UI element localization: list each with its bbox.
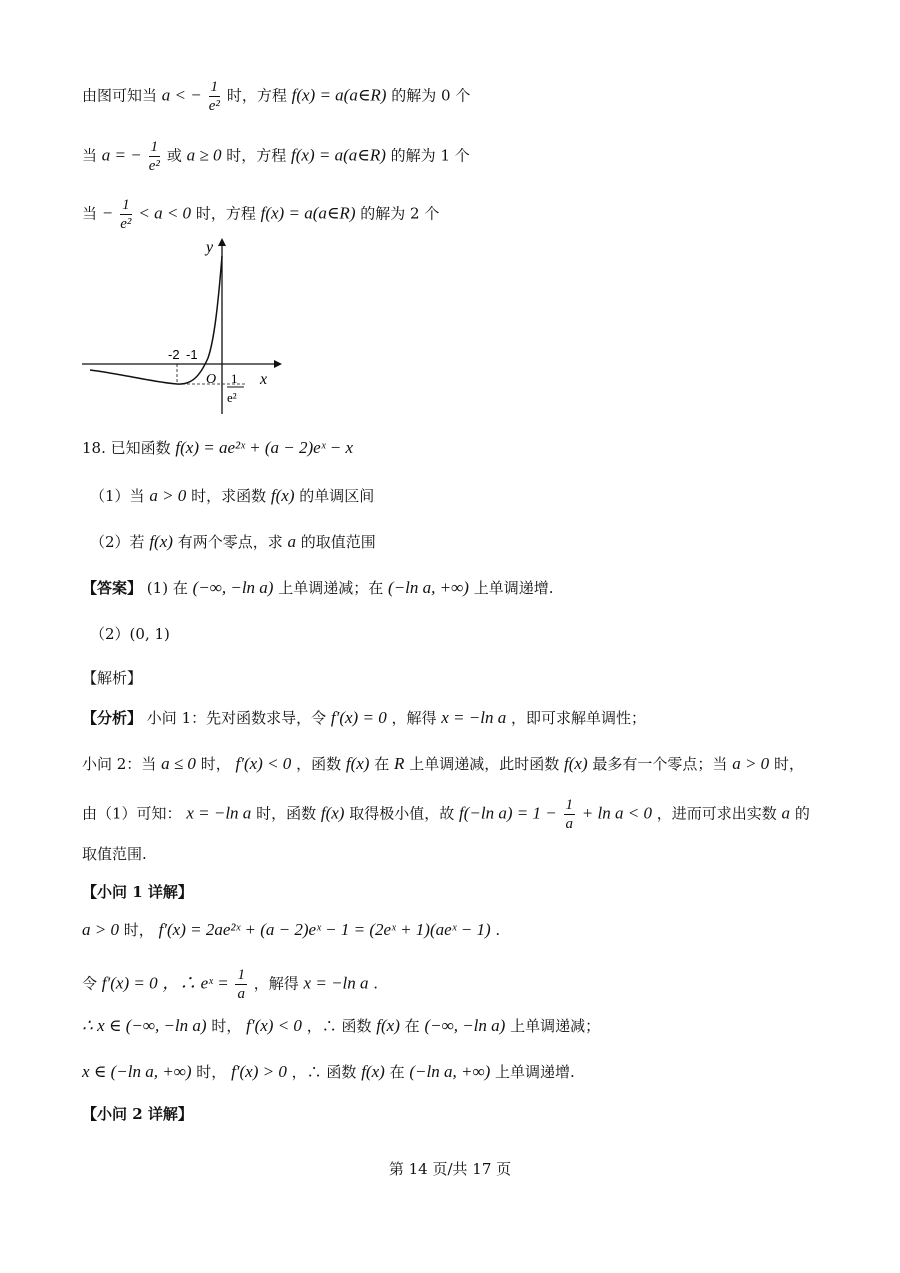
- frac-num: 1: [210, 79, 219, 95]
- frac-den: a: [565, 816, 574, 832]
- text: （2）若: [90, 533, 145, 551]
- math: (−∞, −ln a): [192, 578, 274, 597]
- tick-neg2: -2: [168, 347, 180, 362]
- text: 【解析】: [82, 669, 143, 687]
- text: 由（1）可知：: [82, 804, 182, 823]
- text: ，解得: [253, 974, 299, 993]
- text: 由图可知当: [82, 86, 158, 105]
- math: −: [101, 203, 114, 223]
- math: (−∞, −ln a): [424, 1016, 506, 1035]
- analysis-label: [82, 666, 142, 690]
- xiaowen-1-line-2: [82, 966, 378, 1003]
- text: 当: [82, 146, 98, 165]
- xiaowen-2-header: [82, 1102, 193, 1126]
- math: (−ln a, +∞): [409, 1062, 491, 1081]
- frac-den-label: e²: [227, 390, 237, 405]
- text: 上单调递增.: [495, 1063, 575, 1081]
- math: a < −: [161, 85, 202, 105]
- fraction: [235, 966, 247, 1003]
- text: 时，函数: [256, 804, 317, 823]
- math: (−ln a, +∞): [388, 578, 469, 597]
- text: .: [495, 921, 501, 939]
- xiaowen-1-header: [82, 880, 193, 904]
- text: 上单调递减；在: [278, 579, 384, 597]
- fenxi-line-2: [82, 752, 804, 776]
- xiaowen-1-line-1: [82, 918, 500, 942]
- curve: [90, 256, 222, 384]
- math: ，∴ eˣ =: [162, 973, 229, 993]
- frac-num-label: 1: [231, 371, 238, 386]
- text: 的单调区间: [299, 487, 375, 505]
- answer-line-1: [82, 576, 553, 600]
- frac-den: e²: [208, 98, 220, 114]
- math: x = −ln a: [303, 973, 369, 993]
- math: a ≤ 0: [161, 754, 196, 773]
- page-footer: 第 14 页/共 17 页: [388, 1160, 512, 1178]
- text: 时，求函数: [191, 487, 267, 505]
- math: ∴ x ∈ (−∞, −ln a): [82, 1016, 207, 1035]
- math: f(x): [149, 532, 173, 551]
- frac-num: 1: [237, 967, 245, 983]
- fenxi-line-3: [82, 796, 810, 833]
- text: （2）(0, 1): [90, 625, 170, 643]
- math: f(x) = a(a∈R): [291, 85, 387, 105]
- frac-den: e²: [148, 158, 160, 174]
- text: ，进而可求出实数: [656, 804, 777, 823]
- math: x ∈ (−ln a, +∞): [82, 1062, 192, 1081]
- text: 的取值范围: [300, 533, 376, 551]
- text: 时，: [773, 755, 804, 773]
- frac-num: 1: [122, 197, 130, 213]
- math: a = −: [101, 145, 142, 165]
- text: 时，: [211, 1017, 242, 1035]
- math: f(x): [270, 486, 295, 505]
- question-18-part-1: [90, 484, 374, 508]
- text: 最多有一个零点；当: [592, 755, 728, 773]
- text: ，解得: [391, 709, 437, 727]
- fenxi-line-4: [82, 842, 147, 866]
- math: f(x) = a(a∈R): [260, 203, 356, 223]
- xiaowen-1-line-4: [82, 1060, 575, 1084]
- text: 令: [82, 974, 98, 993]
- text: ，∴ 函数: [291, 1063, 357, 1081]
- math: f(x) = a(a∈R): [291, 145, 386, 165]
- math: a: [287, 532, 296, 551]
- fenxi-line-1: [82, 706, 646, 730]
- frac-num: 1: [565, 797, 574, 813]
- text: 的解为 0 个: [391, 86, 471, 105]
- math: f′(x) > 0: [231, 1062, 287, 1081]
- y-axis-arrow: [218, 238, 226, 246]
- x-label: x: [260, 371, 268, 388]
- text: 时，: [200, 755, 231, 773]
- y-label: y: [206, 239, 214, 256]
- text: 时，方程: [226, 146, 287, 165]
- text: 时，: [196, 1063, 227, 1081]
- question-18-part-2: [90, 530, 376, 554]
- math: f′(x) < 0: [235, 754, 292, 773]
- conclusion-line-2: [82, 138, 470, 175]
- math: a > 0: [732, 754, 770, 773]
- conclusion-line-1: [82, 78, 470, 115]
- origin-label: O: [206, 372, 217, 387]
- text: 小问 2：当: [82, 755, 157, 773]
- fenxi-label: 【分析】: [82, 709, 143, 727]
- text: 时，: [123, 921, 154, 939]
- text: 的解为 2 个: [360, 204, 440, 223]
- text: .: [373, 974, 379, 993]
- math: f(x): [376, 1016, 400, 1035]
- math: f′(x) < 0: [246, 1016, 302, 1035]
- text: (1) 在: [146, 579, 188, 597]
- answer-line-2: [90, 622, 170, 646]
- text: 上单调递增.: [473, 579, 554, 597]
- math: f(x): [345, 754, 370, 773]
- math: a > 0: [82, 920, 119, 939]
- text: 或: [166, 146, 182, 165]
- text: 的解为 1 个: [390, 146, 470, 165]
- math: x = −ln a: [186, 803, 252, 823]
- text: 时，方程: [195, 204, 256, 223]
- math: a ≥ 0: [186, 145, 222, 165]
- math: f′(x) = 0: [101, 973, 158, 993]
- text: 【小问 2 详解】: [82, 1105, 193, 1123]
- text: 上单调递减，此时函数: [409, 755, 560, 773]
- text: 有两个零点，求: [177, 533, 283, 551]
- text: 在: [374, 755, 390, 773]
- text: 取得极小值，故: [349, 804, 455, 823]
- math: f(x) = ae²ˣ + (a − 2)eˣ − x: [175, 438, 354, 457]
- math: f(x): [361, 1062, 385, 1081]
- frac-den: e²: [120, 216, 132, 232]
- text: ，即可求解单调性；: [511, 709, 647, 727]
- math: f(x): [320, 803, 345, 823]
- text: 小问 1：先对函数求导，令: [146, 709, 327, 727]
- math: + ln a < 0: [581, 803, 652, 823]
- text: 的: [794, 804, 810, 823]
- tick-neg1: -1: [186, 347, 198, 362]
- text: 上单调递减；: [510, 1017, 601, 1035]
- text: （1）当: [90, 487, 145, 505]
- math: < a < 0: [138, 203, 192, 223]
- math: R: [394, 754, 405, 773]
- math: f(−ln a) = 1 −: [459, 803, 557, 823]
- fraction: [149, 138, 161, 175]
- text: ，∴ 函数: [306, 1017, 372, 1035]
- frac-num: 1: [150, 139, 159, 155]
- math: x = −ln a: [441, 708, 507, 727]
- fraction: [120, 196, 132, 233]
- answer-label: 【答案】: [82, 579, 143, 597]
- text: 时，方程: [226, 86, 287, 105]
- function-graph: [82, 236, 282, 416]
- math: f′(x) = 0: [330, 708, 387, 727]
- math: f′(x) = 2ae²ˣ + (a − 2)eˣ − 1 = (2eˣ + 1)(aeˣ − 1): [158, 920, 491, 939]
- fraction: [564, 796, 576, 833]
- frac-den: a: [237, 986, 245, 1002]
- text: 当: [82, 204, 98, 223]
- text: 18. 已知函数: [82, 439, 171, 457]
- x-axis-arrow: [274, 360, 282, 368]
- text: 取值范围.: [82, 845, 147, 863]
- text: 在: [389, 1063, 405, 1081]
- math: f(x): [564, 754, 588, 773]
- text: 在: [404, 1017, 420, 1035]
- fraction: [209, 78, 221, 115]
- conclusion-line-3: [82, 196, 439, 233]
- xiaowen-1-line-3: [82, 1014, 600, 1038]
- math: a: [781, 803, 791, 823]
- text: ，函数: [296, 755, 342, 773]
- question-18: [82, 436, 353, 460]
- text: 【小问 1 详解】: [82, 883, 193, 901]
- math: a > 0: [149, 486, 187, 505]
